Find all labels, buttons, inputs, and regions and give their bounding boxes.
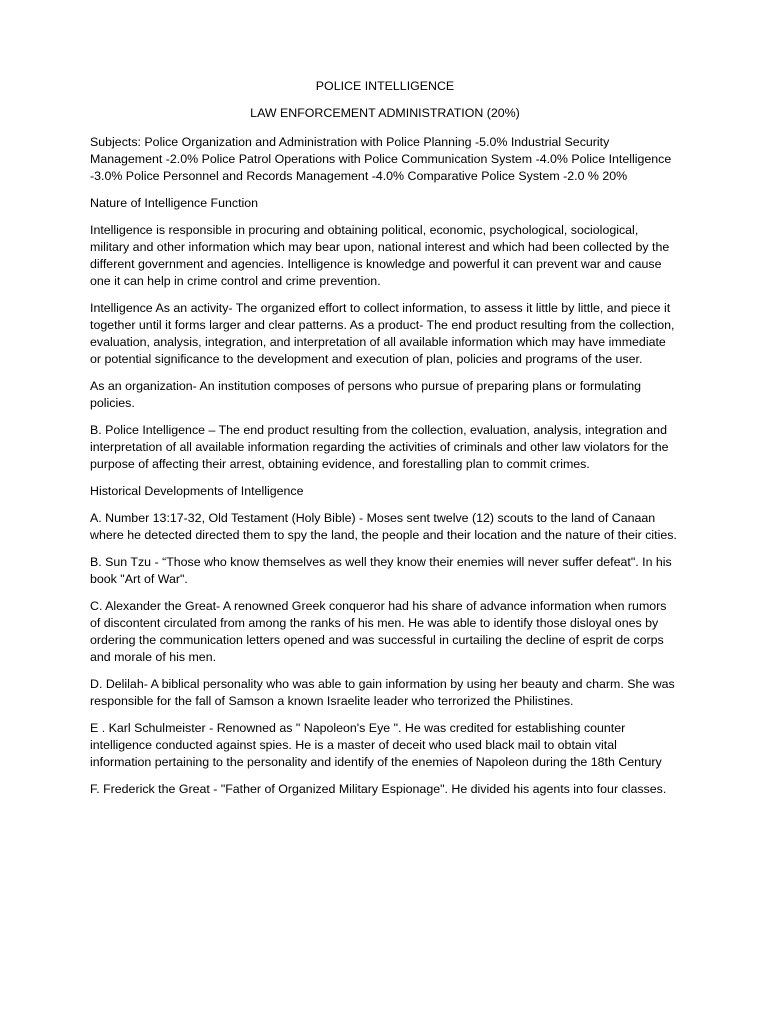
history-item-e: E . Karl Schulmeister - Renowned as " Napoleon's Eye ". He was credited for establishing counter intelligence conducted against spies. He is a master of deceit who used black mail to obtain vital information pertaining to the personality and identify of the enemies of Napoleon during the 18th Century [90,721,662,769]
subjects-paragraph: Subjects: Police Organization and Administration with Police Planning -5.0% Industrial Security Management -2.0% Police Patrol Operations with Police Communication System -4.0% Police Intelligence -3.0% Police Personnel and Records Management -4.0% Comparative Police System -2.0 % 20% [90,135,672,183]
police-intelligence-paragraph: B. Police Intelligence – The end product resulting from the collection, evaluation, analysis, integration and interpretation of all available information regarding the activities of criminals and other law violators for the purpose of affecting their arrest, obtaining evidence, and forestalling plan to commit crimes. [90,423,669,471]
document-subtitle: LAW ENFORCEMENT ADMINISTRATION (20%) [250,106,520,120]
history-item-c: C. Alexander the Great- A renowned Greek conqueror had his share of advance information when rumors of discontent circulated from among the ranks of his men. He was able to identify those disloyal ones by ordering the communication letters opened and was successful in curtailing the decline of esprit de corps and morale of his men. [90,599,667,664]
history-item-b: B. Sun Tzu - “Those who know themselves as well they know their enemies will never suffer defeat". In his book "Art of War". [90,555,672,586]
intro-paragraph: Intelligence is responsible in procuring and obtaining political, economic, psychological, sociological, military and other information which may bear upon, national interest and which had been collected by the different government and agencies. Intelligence is knowledge and powerful it can prevent war and cause one it can help in crime control and crime prevention. [90,223,670,288]
document-body [90,78,680,808]
activity-paragraph: Intelligence As an activity- The organized effort to collect information, to assess it little by little, and piece it together until it forms larger and clear patterns. As a product- The end product resulting from the collection, evaluation, analysis, integration, and interpretation of all available information which may have immediate or potential significance to the development and execution of plan, policies and programs of the user. [90,301,675,366]
section-heading-history: Historical Developments of Intelligence [90,484,304,498]
history-item-f: F. Frederick the Great - "Father of Organized Military Espionage". He divided his agents into four classes. [90,782,667,796]
document-title: POLICE INTELLIGENCE [315,79,455,93]
organization-paragraph: As an organization- An institution composes of persons who pursue of preparing plans or formulating policies. [90,379,642,410]
section-heading-nature: Nature of Intelligence Function [90,196,259,210]
history-item-d: D. Delilah- A biblical personality who was able to gain information by using her beauty and charm. She was responsible for the fall of Samson a known Israelite leader who terrorized the Philistines. [90,677,675,708]
history-item-a: A. Number 13:17-32, Old Testament (Holy Bible) - Moses sent twelve (12) scouts to the land of Canaan where he detected directed them to spy the land, the people and their location and the nature of their cities. [90,511,677,542]
